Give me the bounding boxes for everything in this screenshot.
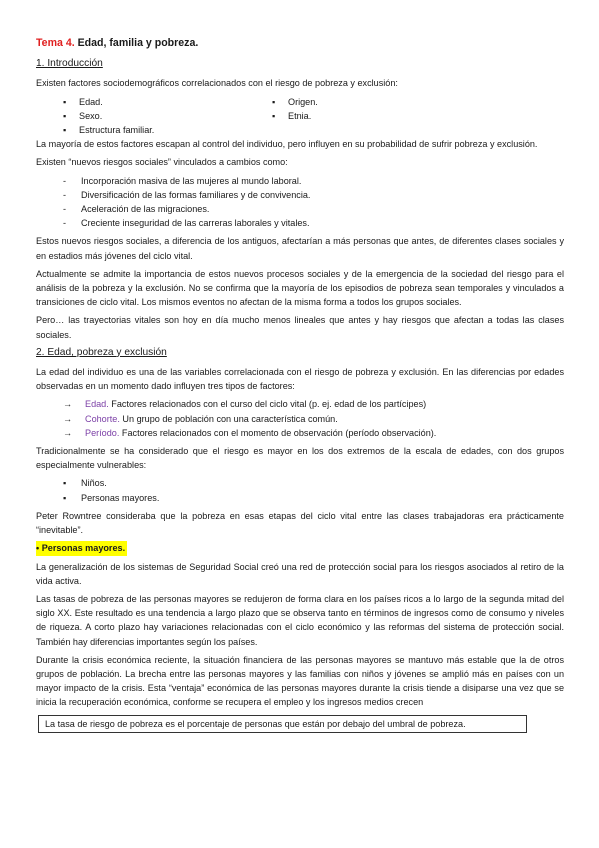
term-label: Cohorte. bbox=[85, 413, 120, 424]
term-label: Edad. bbox=[85, 399, 109, 410]
paragraph: Pero… las trayectorias vitales son hoy en día mucho menos lineales que antes y hay riesgos que afectan a todas las clases sociales. bbox=[36, 315, 564, 340]
arrow-right-icon: → bbox=[63, 427, 73, 438]
list-item bbox=[63, 202, 564, 216]
factor-list bbox=[63, 95, 483, 138]
list-item-text: Diversificación de las formas familiares y de convivencia. bbox=[81, 189, 311, 200]
dash-icon: - bbox=[63, 218, 67, 229]
definition-box: La tasa de riesgo de pobreza es el porcentaje de personas que están por debajo del umbral de pobreza. bbox=[38, 715, 527, 733]
term-description: Factores relacionados con el momento de observación (período observación). bbox=[119, 427, 437, 438]
list-item-text: Creciente inseguridad de las carreras laborales y vitales. bbox=[81, 218, 310, 229]
paragraph: Durante la crisis económica reciente, la situación financiera de las personas mayores se mantuvo más estable que la de otros grupos de población. La brecha entre las personas mayores y las familias con niños y jóvenes se amplió más en países con un mayor impacto de la crisis. Esta “ventaja” económica de las personas mayores durante la crisis tiende a disiparse una vez que se inicia la recuperación económica, conforme se recupera el empleo y los ingresos medios crecen bbox=[36, 654, 564, 708]
new-risks-list bbox=[63, 174, 564, 231]
list-item-text bbox=[85, 397, 426, 411]
vulnerable-groups-list bbox=[63, 476, 564, 504]
title-number: Tema 4. bbox=[36, 37, 75, 49]
term-label: Período. bbox=[85, 427, 120, 438]
document-page bbox=[36, 36, 564, 733]
list-item bbox=[63, 426, 564, 440]
paragraph: Existen factores sociodemográficos correlacionados con el riesgo de pobreza y exclusión: bbox=[36, 78, 398, 89]
list-item-text: Personas mayores. bbox=[81, 492, 160, 503]
highlighted-subheading: • Personas mayores. bbox=[36, 541, 127, 555]
paragraph: Actualmente se admite la importancia de estos nuevos procesos sociales y de la emergencia de la sociedad del riesgo para el análisis de la pobreza y la exclusión. No se confirma que la mayoría de los episodios de pobreza sean temporales y vinculados a transiciones de ciclo vital. Los mismos eventos no afectan de la misma forma a todos los grupos sociales. bbox=[36, 268, 564, 308]
dash-icon: - bbox=[63, 175, 67, 186]
bullet-icon: ▪ bbox=[63, 492, 67, 503]
paragraph: Estos nuevos riesgos sociales, a diferencia de los antiguos, afectarían a más personas que antes, de diferentes clases sociales y en estadios más jóvenes del ciclo vital. bbox=[36, 236, 564, 261]
section-1-heading: 1. Introducción bbox=[36, 58, 103, 70]
term-description: Un grupo de población con una característica común. bbox=[119, 413, 338, 424]
factor-types-list bbox=[63, 397, 564, 440]
paragraph: La edad del individuo es una de las variables correlacionada con el riesgo de pobreza y exclusión. En las diferencias por edades observadas en un momento dado influyen tres tipos de factores: bbox=[36, 367, 564, 392]
list-item bbox=[63, 397, 564, 411]
factor-column-2 bbox=[272, 95, 481, 138]
paragraph: La generalización de los sistemas de Seguridad Social creó una red de protección social para los riesgos asociados al retiro de la vida activa. bbox=[36, 561, 564, 586]
list-item-text bbox=[85, 426, 436, 440]
list-item bbox=[63, 174, 564, 188]
list-item bbox=[63, 216, 564, 230]
list-item-text: Edad. bbox=[79, 96, 103, 107]
arrow-right-icon: → bbox=[63, 413, 73, 424]
bullet-icon: ▪ bbox=[63, 96, 67, 107]
list-item bbox=[63, 123, 272, 137]
list-item bbox=[63, 412, 564, 426]
list-item-text: Aceleración de las migraciones. bbox=[81, 204, 210, 215]
paragraph: La mayoría de estos factores escapan al control del individuo, pero influyen en su probabilidad de sufrir pobreza y exclusión. bbox=[36, 139, 538, 150]
list-item bbox=[63, 109, 272, 123]
list-item bbox=[63, 476, 564, 490]
list-item-text: Etnia. bbox=[288, 110, 312, 121]
bullet-icon: ▪ bbox=[63, 110, 67, 121]
list-item bbox=[272, 109, 481, 123]
bullet-icon: ▪ bbox=[272, 110, 276, 121]
factor-column-1 bbox=[63, 95, 272, 138]
arrow-right-icon: → bbox=[63, 399, 73, 410]
list-item bbox=[272, 95, 481, 109]
list-item-text: Incorporación masiva de las mujeres al mundo laboral. bbox=[81, 175, 302, 186]
paragraph: Existen “nuevos riesgos sociales” vinculados a cambios como: bbox=[36, 157, 288, 168]
paragraph: Las tasas de pobreza de las personas mayores se redujeron de forma clara en los países ricos a lo largo de la segunda mitad del siglo XX. Este resultado es una tendencia a largo plazo que se observa tanto en términos de ingresos como de consumo y niveles de riqueza. A corto plazo hay variaciones relacionadas con el ciclo económico y las reformas del sistema de protección social. También hay diferencias importantes según los países. bbox=[36, 593, 564, 647]
list-item-text: Estructura familiar. bbox=[79, 125, 155, 136]
dash-icon: - bbox=[63, 189, 67, 200]
list-item bbox=[63, 95, 272, 109]
bullet-icon: ▪ bbox=[63, 125, 67, 136]
paragraph: Tradicionalmente se ha considerado que el riesgo es mayor en los dos extremos de la escala de edades, con dos grupos especialmente vulnerables: bbox=[36, 446, 564, 471]
page-title bbox=[36, 36, 564, 50]
bullet-icon: ▪ bbox=[63, 478, 67, 489]
title-text: Edad, familia y pobreza. bbox=[74, 37, 199, 49]
bullet-icon: ▪ bbox=[272, 96, 276, 107]
list-item-text bbox=[85, 412, 338, 426]
section-2-heading: 2. Edad, pobreza y exclusión bbox=[36, 346, 167, 358]
list-item-text: Origen. bbox=[288, 96, 318, 107]
list-item-text: Sexo. bbox=[79, 110, 103, 121]
list-item bbox=[63, 188, 564, 202]
term-description: Factores relacionados con el curso del ciclo vital (p. ej. edad de los partícipes) bbox=[108, 399, 427, 410]
dash-icon: - bbox=[63, 204, 67, 215]
list-item-text: Niños. bbox=[81, 478, 107, 489]
highlight-heading bbox=[36, 541, 564, 555]
list-item bbox=[63, 491, 564, 505]
paragraph: Peter Rowntree consideraba que la pobreza en esas etapas del ciclo vital entre las clases trabajadoras era prácticamente “inevitable”. bbox=[36, 510, 564, 536]
